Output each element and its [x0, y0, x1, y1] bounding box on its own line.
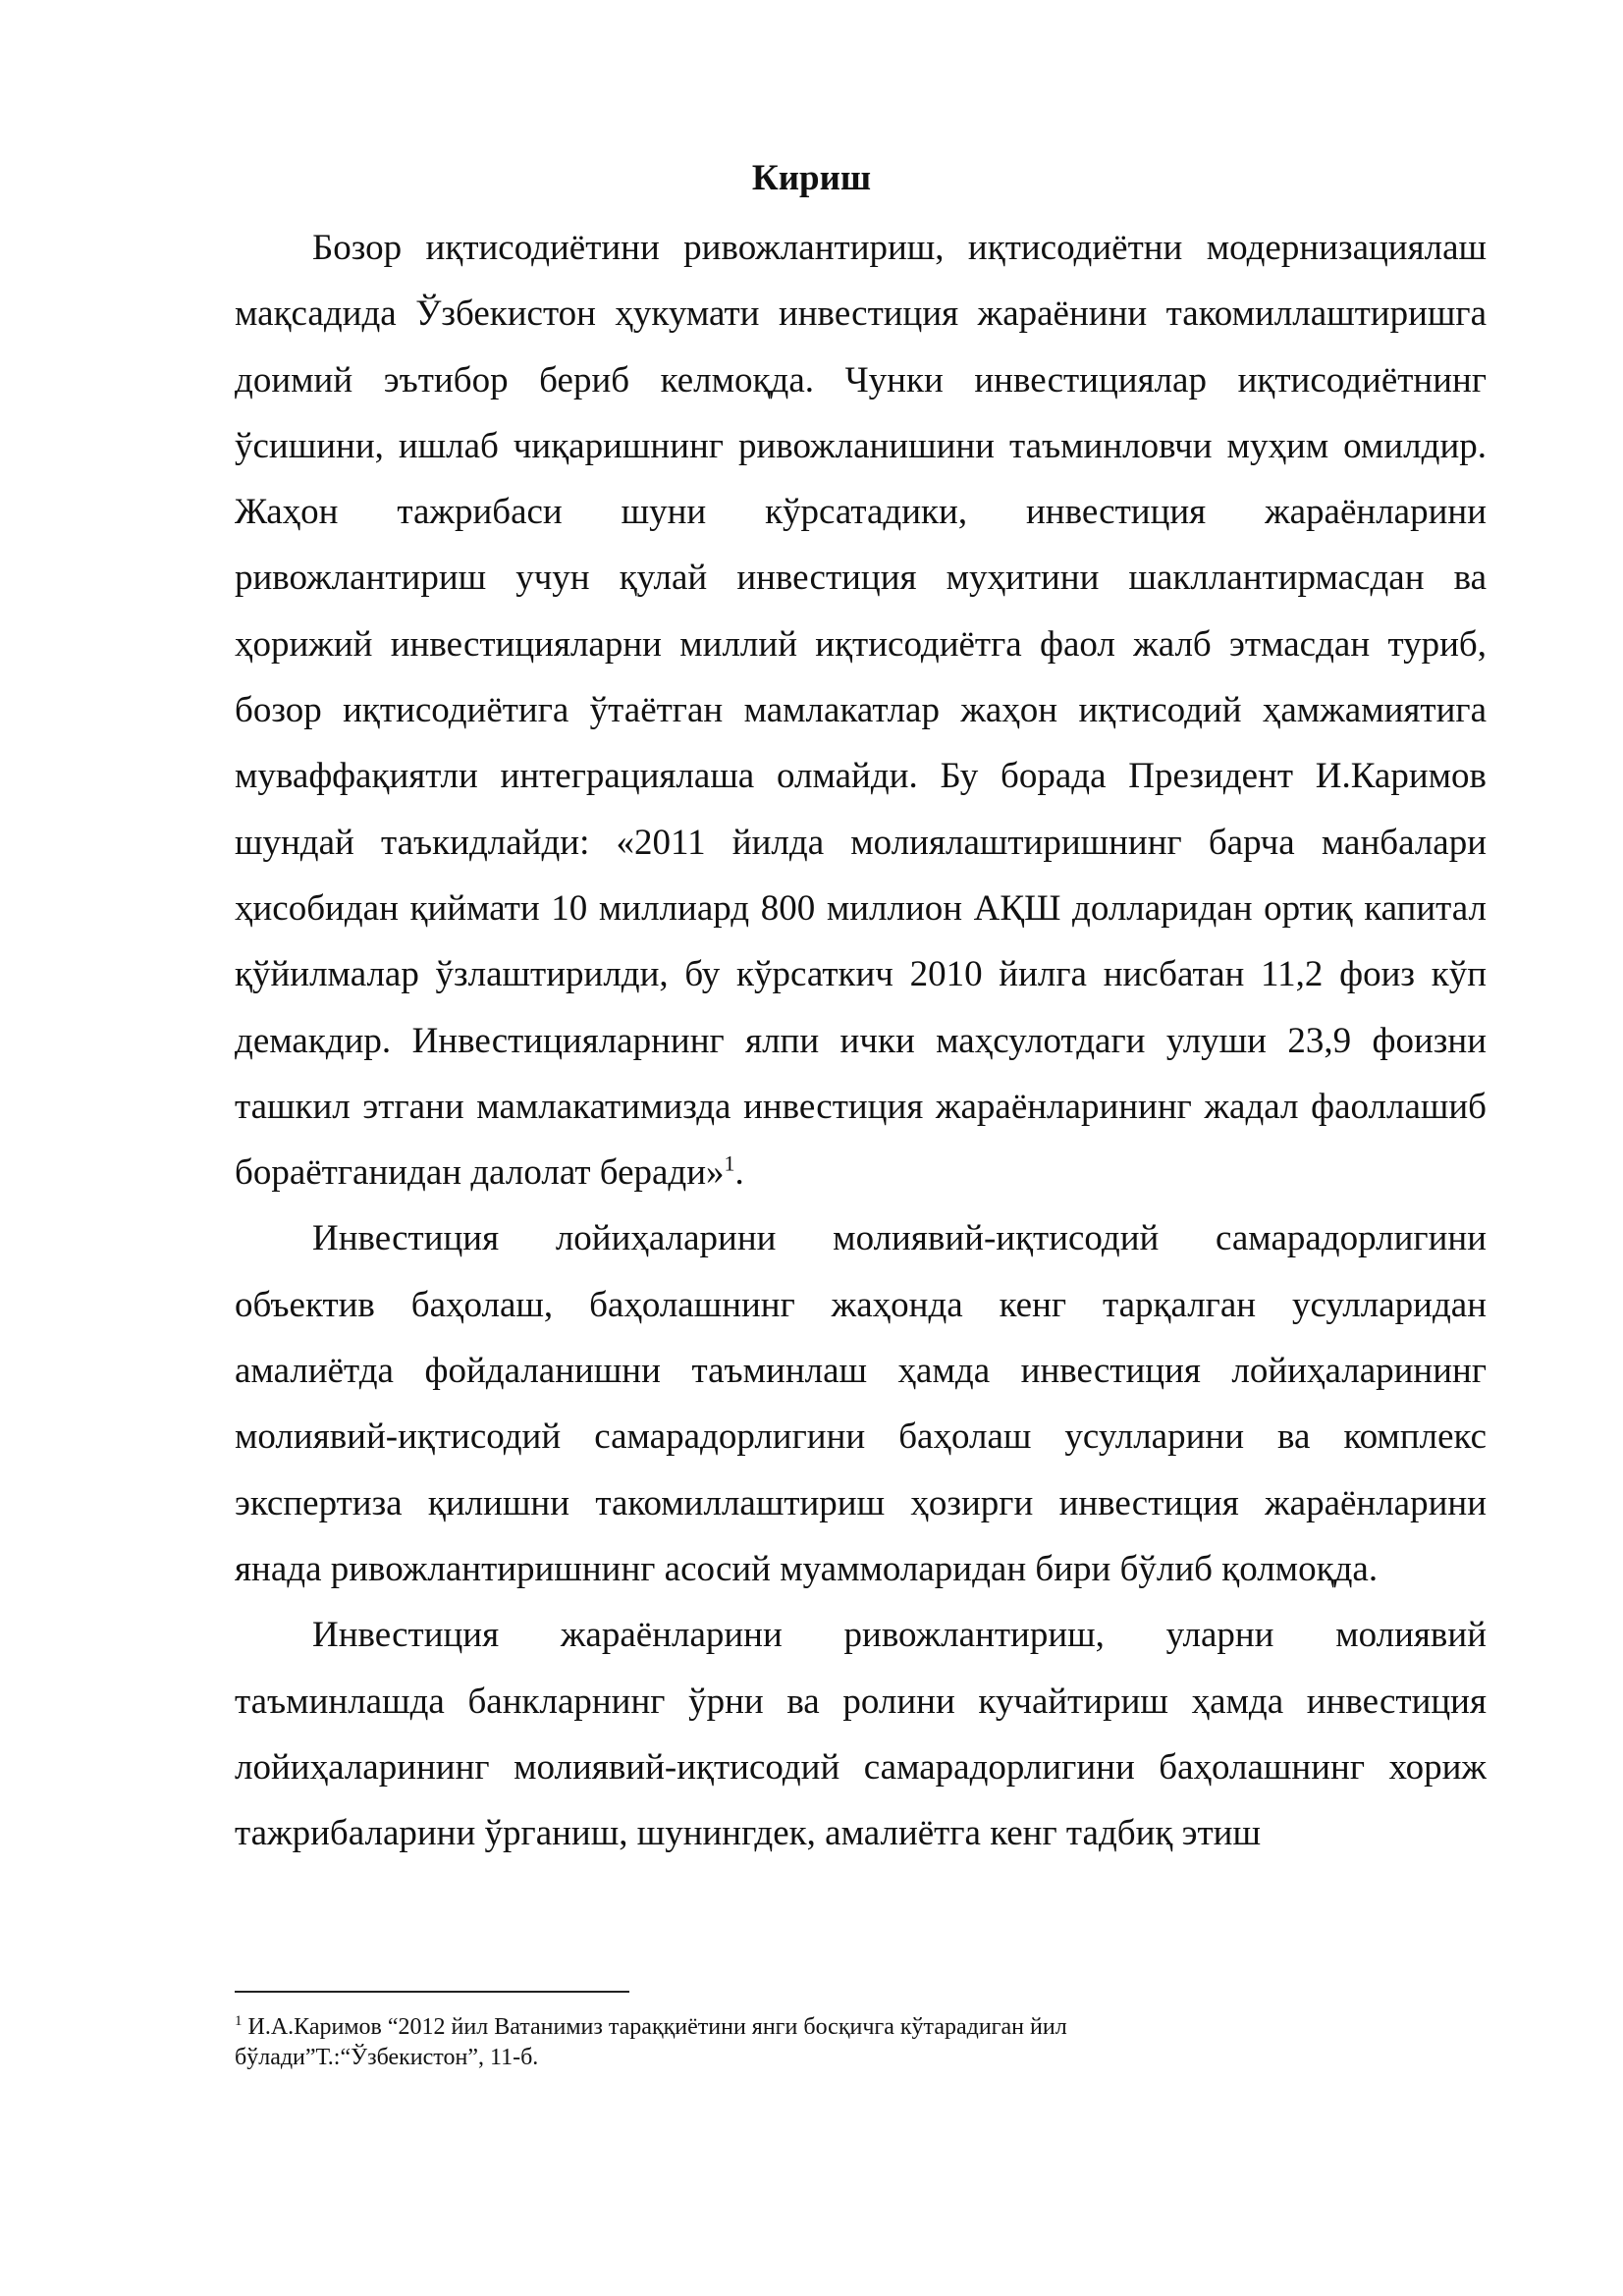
paragraph-3: Инвестиция жараёнларини ривожлантириш, уларни молиявий таъминлашда банкларнинг ўрни ва ролини кучайтириш ҳамда инвестиция лойиҳаларининг молиявий-иқтисодий самарадорлигини баҳолашнинг хориж тажрибаларини ўрганиш, шунингдек, амалиётга кенг тадбиқ этиш [235, 1615, 1487, 1854]
footnote-mark: 1 [235, 2013, 243, 2029]
paragraph-2: Инвестиция лойиҳаларини молиявий-иқтисодий самарадорлигини объектив баҳолаш, баҳолашнинг жаҳонда кенг тарқалган усулларидан амалиётда фойдаланишни таъминлаш ҳамда инвестиция лойиҳаларининг молиявий-иқтисодий самарадорлигини баҳолаш усулларини ва комплекс экспертиза қилишни такомиллаштириш ҳозирги инвестиция жараёнларини янада ривожлантиришнинг асосий муаммоларидан бири бўлиб қолмоқда. [235, 1218, 1487, 1589]
footnote-reference[interactable]: 1 [724, 1150, 735, 1176]
page-title: Кириш [751, 158, 872, 198]
paragraph-1 [235, 215, 1487, 1205]
paragraph-1-text: Бозор иқтисодиётини ривожлантириш, иқтисодиётни модернизациялаш мақсадида Ўзбекистон ҳукумати инвестиция жараёнини такомиллаштиришга доимий эътибор бериб келмоқда. Чунки инвестициялар иқтисодиётнинг ўсишини, ишлаб чиқаришнинг ривожланишини таъминловчи муҳим омилдир. Жаҳон тажрибаси шуни кўрсатадики, инвестиция жараёнларини ривожлантириш учун қулай инвестиция муҳитини шакллантирмасдан ва ҳорижий инвестицияларни миллий иқтисодиётга фаол жалб этмасдан туриб, бозор иқтисодиётига ўтаётган мамлакатлар жаҳон иқтисодий ҳамжамиятига муваффақиятли интеграциялаша олмайди. Бу борада Президент И.Каримов шундай таъкидлайди: «2011 йилда молиялаштиришнинг барча манбалари ҳисобидан қиймати 10 миллиард 800 миллион АҚШ долларидан ортиқ капитал қўйилмалар ўзлаштирилди, бу кўрсаткич 2010 йилга нисбатан 11,2 фоиз кўп демакдир. Инвестицияларнинг ялпи ички маҳсулотдаги улуши 23,9 фоизни ташкил этгани мамлакатимизда инвестиция жараёнларининг жадал фаоллашиб бораётганидан далолат беради» [235, 228, 1487, 1194]
footnote [235, 2012, 1275, 2073]
footnote-separator [235, 1991, 629, 1993]
footnote-text: И.А.Каримов “2012 йил Ватанимиз тараққиётини янги босқичга кўтарадиган йил бўлади”Т.:“Ўзбекистон”, 11-б. [235, 2014, 1067, 2070]
document-body [235, 215, 1487, 1866]
paragraph-1-end: . [734, 1152, 744, 1194]
